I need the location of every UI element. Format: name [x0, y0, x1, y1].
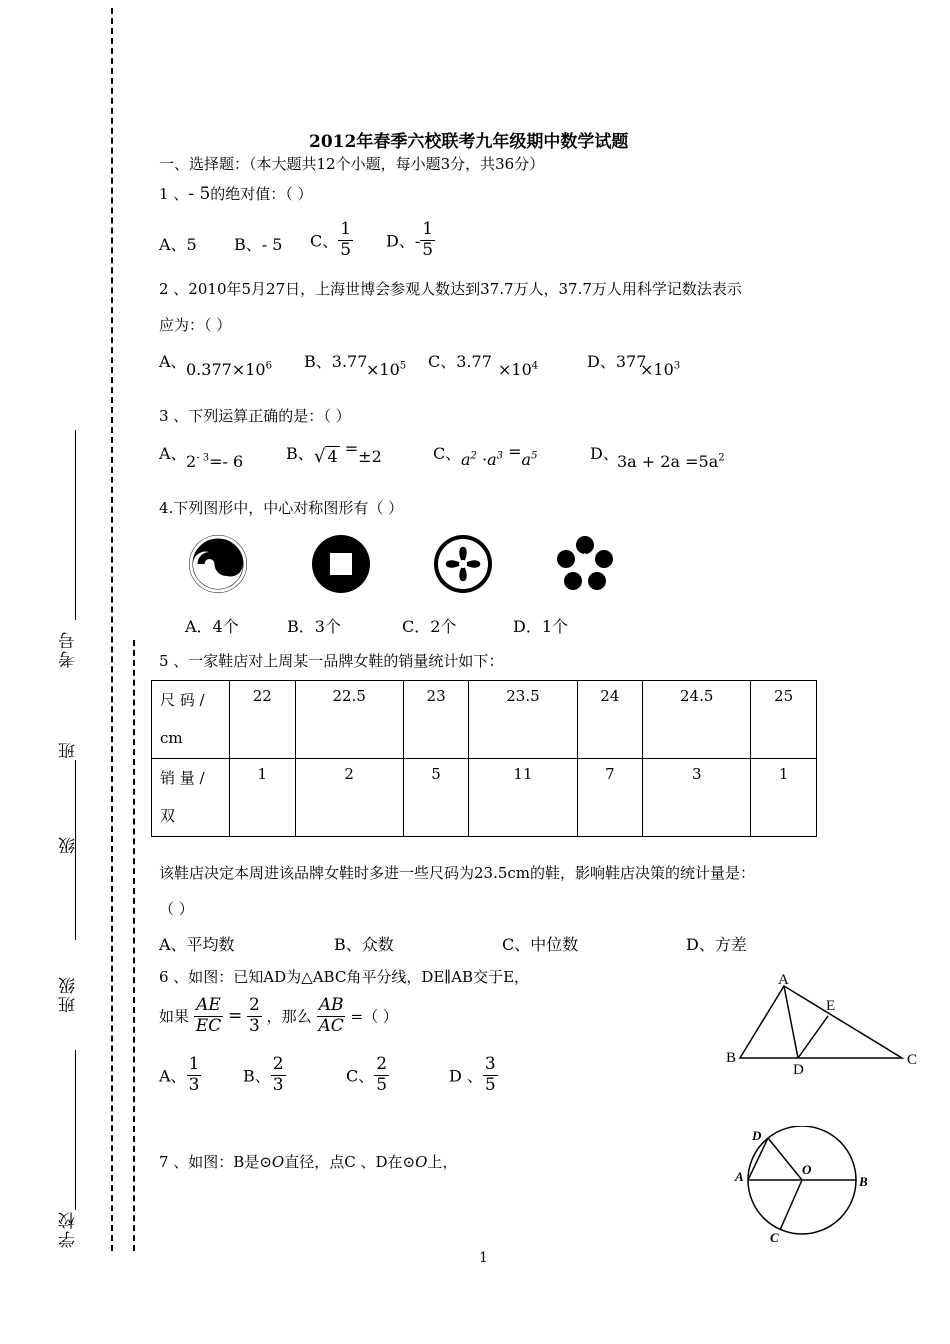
q3-option-a: $2^{- 3}=-$ 6: [186, 452, 244, 471]
banji-underline: [75, 1050, 76, 1190]
q2-option-a-label: A、: [159, 352, 187, 371]
section-heading: 一、选择题：（本大题共12个小题，每小题3分，共36分）: [159, 155, 545, 173]
page-number: 1: [479, 1250, 488, 1266]
coin-square-hole-icon: [311, 534, 371, 594]
table-cell: 24.5: [643, 681, 751, 759]
q4-option-a: A．4个: [185, 617, 239, 636]
table-cell: 7: [577, 759, 643, 837]
xuexiao-underline: [75, 1180, 76, 1210]
q2-option-d: $\times 10^3$: [640, 360, 681, 379]
q3-option-d-label: D、: [590, 444, 619, 463]
fig-label-b: B: [726, 1050, 737, 1066]
table-cell: 24: [577, 681, 643, 759]
q1-stem: 1 、- 5的绝对值：（ ）: [159, 184, 313, 204]
q4-stem: 4.下列图形中，中心对称图形有（ ）: [159, 499, 404, 517]
table-row-sales: [152, 759, 817, 837]
label-ban: 班: [59, 740, 79, 759]
label-ji: 级: [59, 835, 79, 854]
pentagon-flower-icon: [555, 535, 615, 595]
q2-option-d-label: D、377: [587, 352, 647, 371]
q1-option-a: A、5: [159, 235, 197, 254]
q3-option-a-label: A、: [159, 444, 187, 463]
shoe-sales-table: [151, 680, 817, 837]
four-petal-icon: [432, 533, 494, 595]
q6-stem: 6 、如图：已知AD为△ABC角平分线，DE∥AB交于E，: [159, 968, 530, 986]
table-cell: 5: [403, 759, 469, 837]
q1-option-b: B、- 5: [234, 235, 283, 254]
q6-option-d: D 、 $\frac{3}{5}$: [449, 1054, 496, 1095]
q4-option-c: C．2个: [402, 617, 457, 636]
q6-option-b: B、 $\frac{2}{3}$: [243, 1054, 284, 1095]
table-cell: 22: [230, 681, 296, 759]
table-cell: 23.5: [469, 681, 577, 759]
q1-option-c: C、 $\frac{1}{5}$: [310, 219, 352, 260]
q6-condition: 如果 $\frac{AE}{EC}$ = $\frac{2}{3}$ ，那么 $\frac{AB}{AC}$ =（ ）: [159, 995, 398, 1036]
q2-option-b-label: B、3.77: [304, 352, 368, 371]
q5-decision-line: 该鞋店决定本周进该品牌女鞋时多进一些尺码为23.5cm的鞋，影响鞋店决策的统计量是：: [159, 864, 756, 882]
circle-figure: [732, 1126, 872, 1246]
ban-underline: [75, 760, 76, 940]
q5-stem: 5 、一家鞋店对上周某一品牌女鞋的销量统计如下：: [159, 652, 504, 670]
fig-label-d: D: [752, 1128, 762, 1143]
fig-label-c: C: [907, 1052, 918, 1068]
q5-answer-paren: （ ）: [159, 900, 194, 918]
label-xuexiao: 学校: [59, 1210, 79, 1248]
fig-label-d: D: [793, 1062, 804, 1078]
table-cell: 23: [403, 681, 469, 759]
circle-dot-icon: ⊙: [402, 1153, 416, 1171]
table-row-sizes: [152, 681, 817, 759]
fig-label-e: E: [826, 998, 836, 1014]
fig-label-c: C: [770, 1230, 779, 1245]
q3-stem: 3 、下列运算正确的是：（ ）: [159, 407, 351, 425]
fig-label-b: B: [859, 1174, 868, 1189]
q2-option-a: $0.377\times 10^6$: [186, 360, 272, 379]
fig-label-a: A: [735, 1169, 744, 1184]
q5-option-b: B、众数: [334, 935, 394, 954]
yin-yang-symbol-icon: [187, 533, 249, 595]
fig-label-o: O: [802, 1162, 812, 1177]
page-title: 2012年春季六校联考九年级期中数学试题: [309, 132, 629, 152]
q5-option-a: A、平均数: [159, 935, 235, 954]
table-cell: 25: [751, 681, 817, 759]
table-cell: 22.5: [295, 681, 403, 759]
binding-dash-line-outer: [111, 8, 113, 1251]
label-kaohao: 考号: [59, 630, 79, 668]
label-banji: 班级: [59, 975, 79, 1013]
table-cell: 11: [469, 759, 577, 837]
q4-option-d: D．1个: [513, 617, 569, 636]
q5-option-d: D、方差: [686, 935, 747, 954]
table-cell: 1: [230, 759, 296, 837]
q3-option-b-label: B、: [286, 444, 314, 463]
table-cell: 1: [751, 759, 817, 837]
q2-option-c: $\times 10^4$: [498, 360, 539, 379]
binding-dash-line-inner: [133, 640, 135, 1251]
q7-stem: 7 、如图：B是⊙O直径，点C 、D在⊙O上，: [159, 1153, 458, 1171]
table-head-size: 尺 码 / cm: [152, 681, 230, 759]
q1-option-d: D、- $\frac{1}{5}$: [386, 219, 434, 260]
q3-option-b: √ 4 =±2: [314, 439, 382, 467]
q2-stem-line1: 2 、2010年5月27日，上海世博会参观人数达到37.7万人，37.7万人用科学记数法表示: [159, 280, 742, 298]
kaohao-underline: [75, 430, 76, 620]
table-cell: 3: [643, 759, 751, 837]
q2-option-c-label: C、3.77: [428, 352, 492, 371]
q4-option-b: B．3个: [287, 617, 341, 636]
fig-label-a: A: [778, 972, 789, 988]
q6-option-c: C、 $\frac{2}{5}$: [346, 1054, 388, 1095]
q3-option-d: $3a + 2a =5a^2$: [617, 452, 725, 471]
q6-option-a: A、 $\frac{1}{3}$: [159, 1054, 200, 1095]
q2-option-b: $\times 10^5$: [366, 360, 407, 379]
table-head-sales: 销 量 / 双: [152, 759, 230, 837]
table-cell: 2: [295, 759, 403, 837]
circle-dot-icon: ⊙: [259, 1153, 272, 1171]
triangle-figure: [722, 968, 922, 1078]
q3-option-c-label: C、: [433, 444, 462, 463]
q5-option-c: C、中位数: [502, 935, 579, 954]
q3-option-c: $a^2 \cdot a^3 =a^5$: [461, 442, 538, 469]
q2-stem-line2: 应为：（ ）: [159, 316, 232, 334]
